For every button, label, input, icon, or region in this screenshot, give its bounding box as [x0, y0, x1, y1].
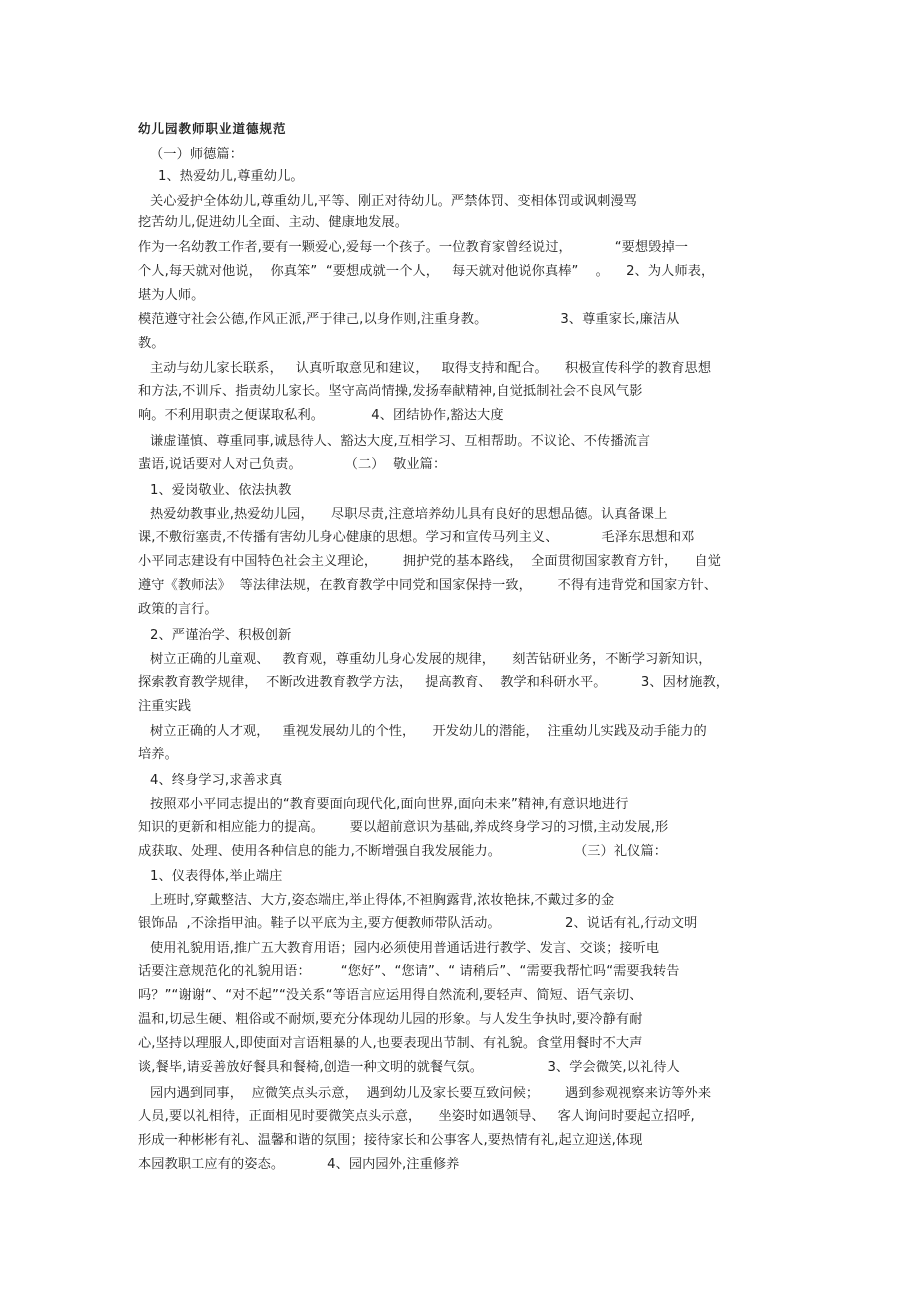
text-line: 1、热爱幼儿,尊重幼儿。: [158, 169, 304, 184]
text-line: 形成一种彬彬有礼、温馨和谐的氛围；接待家长和公事客人,要热情有礼,起立迎送,体现: [138, 1133, 643, 1148]
text-line: 堪为人师。: [138, 288, 205, 303]
text-line: 树立正确的人才观， 重视发展幼儿的个性， 开发幼儿的潜能， 注重幼儿实践及动手能力的: [150, 724, 707, 739]
text-line: 温和,切忌生硬、粗俗或不耐烦,要充分体现幼儿园的形象。与人发生争执时,要冷静有耐: [138, 1012, 643, 1027]
document-title: 幼儿园教师职业道德规范: [138, 121, 287, 136]
text-line: 教。: [138, 336, 165, 351]
text-line: 探索教育教学规律， 不断改进教育教学方法， 提高教育、 教学和科研水平。 3、因材施教，: [138, 675, 730, 690]
text-line: 作为一名幼教工作者,要有一颗爱心,爱每一个孩子。一位教育家曾经说过， “要想毁掉一: [138, 240, 689, 255]
text-line: 主动与幼儿家长联系， 认真听取意见和建议， 取得支持和配合。 积极宣传科学的教育思想: [150, 361, 712, 376]
text-line: （一）师德篇：: [150, 147, 244, 162]
text-line: 政策的言行。: [138, 602, 218, 617]
text-line: 谈,餐毕,请妥善放好餐具和餐椅,创造一种文明的就餐气氛。 3、学会微笑,以礼待人: [138, 1060, 680, 1075]
text-line: 1、爱岗敬业、依法执教: [150, 483, 292, 498]
text-line: 课,不敷衍塞责,不传播有害幼儿身心健康的思想。学习和宣传马列主义、 毛泽东思想和邓: [138, 530, 695, 545]
text-line: 模范遵守社会公德,作风正派,严于律己,以身作则,注重身教。 3、尊重家长,廉洁从: [138, 312, 680, 327]
text-line: 和方法,不训斥、指责幼儿家长。坚守高尚情操,发扬奉献精神,自觉抵制社会不良风气影: [138, 384, 643, 399]
text-line: 树立正确的儿童观、 教育观，尊重幼儿身心发展的规律， 刻苦钻研业务，不断学习新知识，: [150, 652, 712, 667]
text-line: 遵守《教师法》 等法律法规，在教育教学中同党和国家保持一致， 不得有违背党和国家方针、: [138, 578, 718, 593]
text-line: 4、终身学习,求善求真: [150, 773, 283, 788]
text-line: 本园教职工应有的姿态。 4、园内园外,注重修养: [138, 1157, 460, 1172]
text-line: 蜚语,说话要对人对己负责。 （二） 敬业篇：: [138, 457, 447, 472]
text-line: 人员,要以礼相待，正面相见时要微笑点头示意， 坐姿时如遇领导、 客人询问时要起立招呼,: [138, 1109, 695, 1124]
text-line: 使用礼貌用语,推广五大教育用语；园内必须使用普通话进行教学、发言、交谈；接听电: [150, 941, 660, 956]
text-line: 谦虚谨慎、尊重同事,诚恳待人、豁达大度,互相学习、互相帮助。不议论、不传播流言: [150, 434, 651, 449]
text-line: 个人,每天就对他说， 你真笨” “要想成就一个人， 每天就对他说你真棒” 。 2、为人师表，: [138, 264, 715, 279]
text-line: 吗？”“谢谢“、“对不起”“没关系“等语言应运用得自然流利,要轻声、简短、语气亲切、: [138, 988, 643, 1003]
text-line: 知识的更新和相应能力的提高。 要以超前意识为基础,养成终身学习的习惯,主动发展,形: [138, 820, 669, 835]
text-line: 响。不利用职责之便谋取私利。 4、团结协作,豁达大度: [138, 408, 504, 423]
text-line: 心,坚持以理服人,即使面对言语粗暴的人,也要表现出节制、有礼貌。食堂用餐时不大声: [138, 1036, 643, 1051]
text-line: 园内遇到同事， 应微笑点头示意， 遇到幼儿及家长要互致问候； 遇到参观视察来访等外来: [150, 1086, 712, 1101]
text-line: 关心爱护全体幼儿,尊重幼儿,平等、刚正对待幼儿。严禁体罚、变相体罚或讽刺漫骂: [150, 194, 637, 209]
text-line: 银饰品 ,不涂指甲油。鞋子以平底为主,要方便教师带队活动。 2、说话有礼,行动文明: [138, 916, 698, 931]
text-line: 培养。: [138, 747, 178, 762]
text-line: 挖苦幼儿,促进幼儿全面、主动、健康地发展。: [138, 215, 409, 230]
text-line: 上班时,穿戴整洁、大方,姿态端庄,举止得体,不袒胸露背,浓妆艳抹,不戴过多的金: [150, 893, 615, 908]
text-line: 1、仪表得体,举止端庄: [150, 869, 283, 884]
text-line: 成获取、处理、使用各种信息的能力,不断增强自我发展能力。 （三）礼仪篇：: [138, 844, 668, 859]
text-line: 热爱幼教事业,热爱幼儿园， 尽职尽责,注意培养幼儿具有良好的思想品德。认真备课上: [150, 507, 668, 522]
text-line: 话要注意规范化的礼貌用语： “您好”、“您请”、“ 请稍后”、“需要我帮忙吗“需要我转告: [138, 964, 680, 979]
text-line: 按照邓小平同志提出的“教育要面向现代化,面向世界,面向未来”精神,有意识地进行: [150, 797, 629, 812]
text-line: 小平同志建设有中国特色社会主义理论， 拥护党的基本路线， 全面贯彻国家教育方针， 自觉: [138, 554, 721, 569]
text-line: 注重实践: [138, 699, 192, 714]
text-line: 2、严谨治学、积极创新: [150, 628, 292, 643]
